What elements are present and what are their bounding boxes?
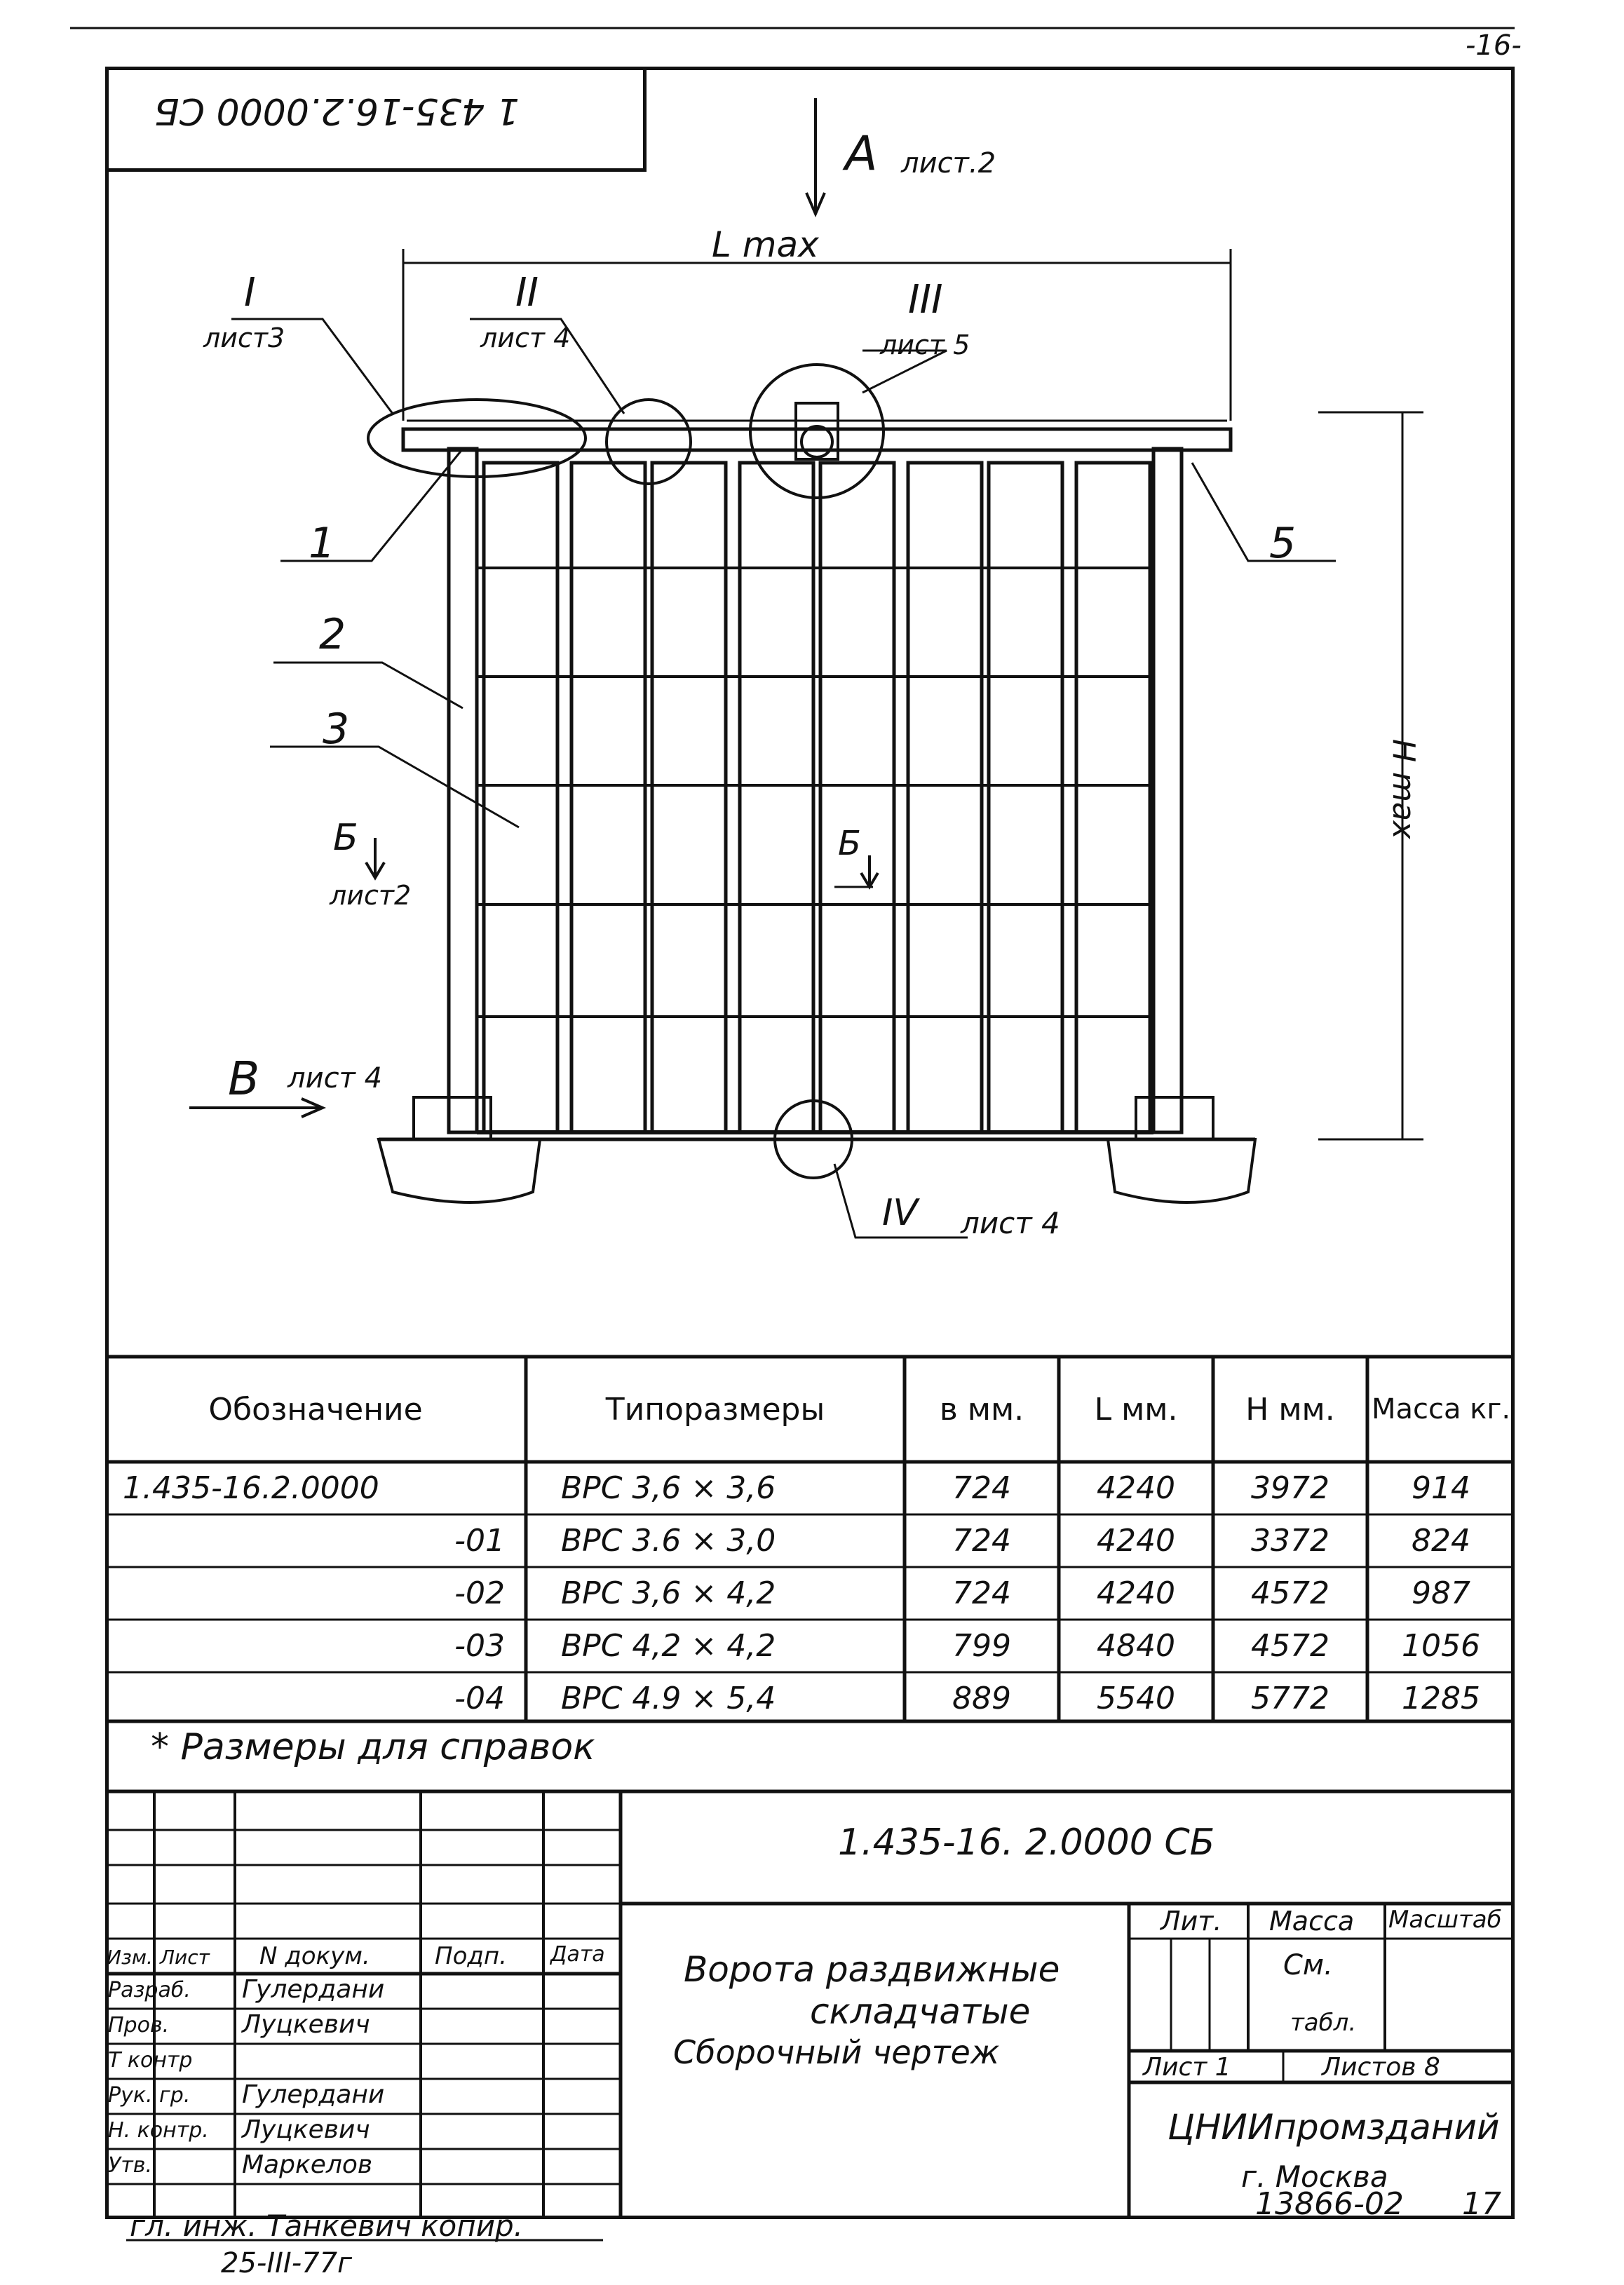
org-city: г. Москва: [1241, 2159, 1388, 2194]
table-cell-b: 724: [952, 1575, 1011, 1611]
table-cell-b: 724: [952, 1523, 1011, 1559]
callout-ii-sheet: лист 4: [480, 323, 571, 353]
table-cell-h: 5772: [1251, 1681, 1329, 1716]
table-cell-mass: 987: [1412, 1575, 1470, 1611]
callout-iii-sheet: лист 5: [880, 330, 970, 360]
table-cell-size: ВРС 3.6 × 3,0: [561, 1523, 776, 1559]
header-designation: Обозначение: [208, 1391, 423, 1428]
inventory-sheet: 17: [1462, 2186, 1501, 2222]
role-label: Утв.: [108, 2153, 152, 2178]
bottom-date: 25-III-77г: [221, 2247, 353, 2279]
role-name: Гулердани: [242, 1975, 385, 2004]
table-cell-h: 4572: [1251, 1628, 1329, 1664]
sheets-label: Листов 8: [1322, 2053, 1440, 2082]
corner-code: 1 435-16.2.0000 СБ: [154, 90, 520, 132]
table-cell-l: 4840: [1097, 1628, 1175, 1664]
section-b-left: Б: [333, 817, 358, 859]
col-list: Лист: [160, 1946, 210, 1969]
col-data: Дата: [550, 1942, 605, 1967]
view-a-label: A: [845, 126, 878, 182]
table-cell-mass: 1056: [1402, 1628, 1480, 1664]
org-name: ЦНИИпромзданий: [1168, 2107, 1500, 2148]
l-max-label: L max: [712, 224, 819, 265]
section-b-mid: Б: [838, 824, 861, 863]
table-cell-designation: -01: [454, 1523, 505, 1559]
section-b-left-sheet: лист2: [330, 880, 412, 911]
table-cell-designation: -04: [454, 1681, 505, 1716]
table-cell-h: 3372: [1251, 1523, 1329, 1559]
table-cell-mass: 1285: [1402, 1681, 1480, 1716]
title-line3: Сборочный чертеж: [673, 2033, 1000, 2071]
table-cell-b: 799: [952, 1628, 1011, 1664]
role-name: Луцкевич: [242, 2010, 370, 2039]
table-note: * Размеры для справок: [151, 1726, 595, 1768]
callout-i-sheet: лист3: [203, 323, 285, 353]
header-mass: Масса кг.: [1371, 1393, 1511, 1425]
position-2: 1: [309, 519, 336, 568]
mass-label: Масса: [1269, 1906, 1355, 1937]
title-line2: складчатые: [810, 1991, 1031, 2032]
table-cell-b: 724: [952, 1470, 1011, 1506]
table-cell-size: ВРС 3,6 × 4,2: [561, 1575, 776, 1611]
bottom-signature: гл. инж. Танкевич копир.: [130, 2209, 524, 2243]
table-cell-l: 5540: [1097, 1681, 1175, 1716]
role-label: Т контр: [108, 2048, 193, 2073]
header-sizes: Типоразмеры: [605, 1391, 825, 1428]
view-v-sheet: лист 4: [287, 1062, 383, 1094]
lit-label: Лит.: [1161, 1906, 1222, 1937]
table-cell-designation: 1.435-16.2.0000: [123, 1470, 379, 1506]
table-cell-designation: -03: [454, 1628, 505, 1664]
col-izm: Изм.: [107, 1946, 153, 1969]
view-v-label: В: [228, 1052, 260, 1106]
position-3: 3: [323, 705, 350, 754]
page-number: -16-: [1466, 29, 1522, 62]
col-podp: Подп.: [435, 1942, 507, 1970]
table-cell-size: ВРС 4,2 × 4,2: [561, 1628, 776, 1664]
table-cell-b: 889: [952, 1681, 1011, 1716]
col-ndoc: N докум.: [259, 1942, 370, 1970]
position-1: 2: [319, 610, 346, 659]
h-max-label: H max: [1385, 739, 1421, 839]
sheet-label: Лист 1: [1143, 2053, 1231, 2082]
table-cell-designation: -02: [454, 1575, 505, 1611]
doc-code: 1.435-16. 2.0000 СБ: [838, 1822, 1215, 1864]
role-label: Пров.: [108, 2013, 170, 2037]
table-cell-l: 4240: [1097, 1523, 1175, 1559]
view-a-sheet: лист.2: [901, 147, 996, 179]
table-cell-h: 4572: [1251, 1575, 1329, 1611]
inventory-number: 13866-02: [1255, 2186, 1404, 2222]
table-cell-h: 3972: [1251, 1470, 1329, 1506]
table-cell-size: ВРС 4.9 × 5,4: [561, 1681, 776, 1716]
header-h: Н мм.: [1245, 1391, 1335, 1428]
table-cell-l: 4240: [1097, 1575, 1175, 1611]
role-label: Рук. гр.: [108, 2083, 191, 2108]
table-cell-l: 4240: [1097, 1470, 1175, 1506]
header-b: в мм.: [939, 1391, 1024, 1428]
table-cell-size: ВРС 3,6 × 3,6: [561, 1470, 776, 1506]
mass-value1: См.: [1283, 1949, 1333, 1981]
role-name: Гулердани: [242, 2080, 385, 2109]
position-5: 5: [1269, 519, 1297, 568]
role-name: Маркелов: [242, 2150, 373, 2179]
role-name: Луцкевич: [242, 2115, 370, 2144]
scale-label: Масштаб: [1388, 1906, 1502, 1934]
role-label: Н. контр.: [108, 2118, 209, 2143]
callout-ii: II: [515, 270, 539, 316]
table-cell-mass: 914: [1412, 1470, 1470, 1506]
callout-iv-sheet: лист 4: [961, 1206, 1060, 1240]
table-cell-mass: 824: [1412, 1523, 1470, 1559]
header-l: L мм.: [1094, 1391, 1178, 1428]
mass-value2: табл.: [1290, 2009, 1357, 2037]
callout-iv: IV: [882, 1192, 918, 1234]
callout-iii: III: [908, 277, 943, 323]
callout-i: I: [244, 270, 256, 316]
role-label: Разраб.: [108, 1978, 191, 2002]
title-line1: Ворота раздвижные: [684, 1949, 1060, 1990]
